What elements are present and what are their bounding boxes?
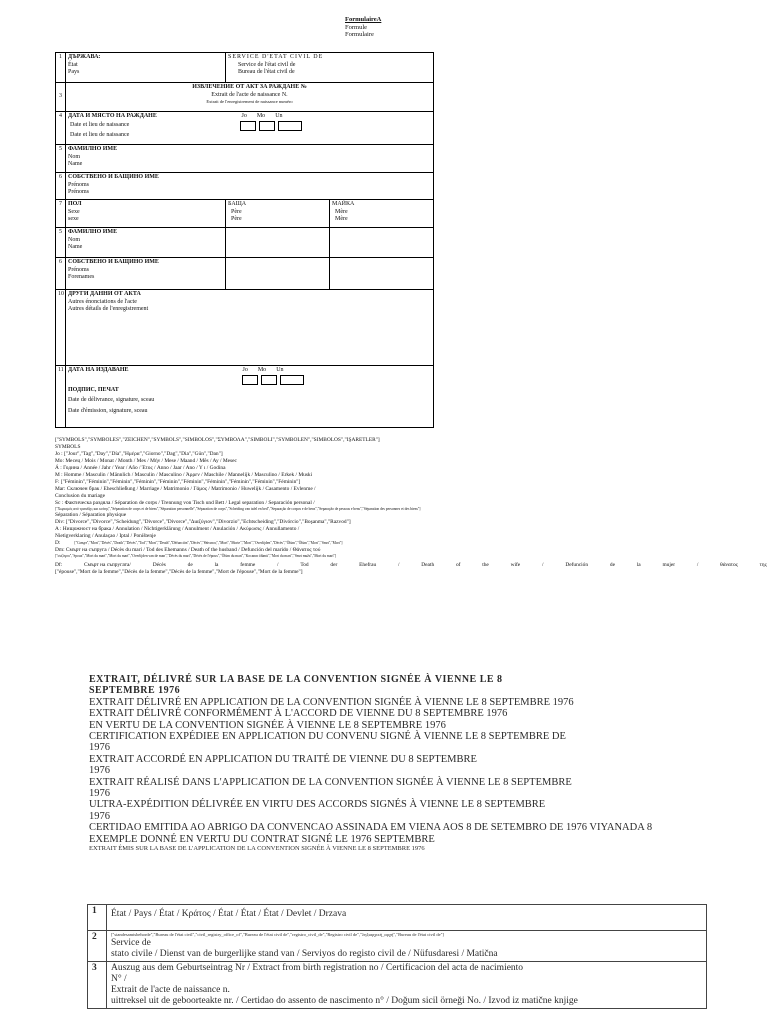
parent-forenames-label-fr: Prénoms — [68, 266, 89, 273]
other-data-label-bg: ДРУГИ ДАННИ ОТ АКТА — [68, 291, 141, 297]
bottom-service-field[interactable] — [107, 931, 707, 962]
row-number: 10 — [56, 290, 66, 366]
state-label-bg: ДЪРЖАВА: — [68, 54, 101, 60]
row-number: 5 — [56, 145, 66, 173]
civil-service-title: SERVICE D'ETAT CIVIL DE — [228, 54, 324, 60]
extract-line: Auszug aus dem Geburtseintrag Nr / Extract from birth registration no / Certificacion del acta de nacimiento — [111, 963, 524, 973]
forenames-label-fr: Prénoms — [68, 181, 89, 188]
symbols-legend — [55, 437, 767, 576]
extract-title-bg: ИЗВЛЕЧЕНИЕ ОТ АКТ ЗА РАЖДАНЕ № — [192, 84, 307, 90]
civil-service-fr: Service de l'état civil de — [238, 61, 296, 68]
symbols-title: SYMBOLS — [55, 444, 81, 450]
row-number: 4 — [56, 112, 66, 145]
symbol-marriage: Mar: Сключен брак / Eheschließung / Marriage / Matrimonio / Γάμος / Matrimonio / Huwelijk / Casamento / Evlenme / — [55, 486, 316, 492]
state-label-en: Pays — [68, 69, 80, 75]
surname-label-bg: ФАМИЛНО ИМЕ — [68, 146, 118, 152]
bottom-row-state — [88, 905, 707, 931]
extract-variant: CERTIFICATION EXPÉDIEE EN APPLICATION DU CONVENU SIGNÉ À VIENNE LE 8 SEPTEMBRE DE — [89, 731, 566, 743]
symbol-year: Á : Година / Année / Jahr / Year / Año / Έτος / Anno / Jaar / Ano / Y ı / Godina — [55, 465, 226, 471]
form-title: FormulaireA — [345, 16, 382, 23]
surname-field[interactable] — [66, 145, 434, 173]
sex-label-fr: Sexe — [68, 208, 80, 215]
other-data-label-en: Autres détails de l'enregistrement — [68, 306, 149, 312]
symbol-day: Jo : ["Jour","Tag","Day","Día","Ημέρα","Giorno","Dag","Dia","Gün","Dan"] — [55, 451, 223, 457]
issue-year-box[interactable] — [280, 375, 304, 385]
translated-form-table — [87, 904, 707, 1009]
service-variants: ["standesamtsbehorde","Bureau de l'état civil","civil_registry_office_of","Bureau de l'état civil de","registro_civil_de","Registro civil de","ληξιαρχική_αρχή","Bureau de l'état civil de"] — [111, 932, 444, 937]
form-header — [345, 16, 381, 39]
issue-day-box[interactable] — [242, 375, 258, 385]
symbol-separation-list: ["Χωρισμός από τραπέζης και κοίτης","Séparation de corps et de biens","Séparation personnelle","Séparation de corps","Scheiding van tafel en bed","Separação de corpos e de bens","Separação de pessoas e bens","Séparation des personnes et des biens"] — [55, 507, 421, 511]
form-row-other-data — [56, 290, 434, 366]
day-label: Jo — [242, 367, 248, 373]
symbol-husband-death: Dm: Смърт на съпруга / Décès du mari / Tod des Ehemanns / Death of the husband / Defunción del marido / Θάνατος τού — [55, 546, 321, 553]
issue-month-box[interactable] — [261, 375, 277, 385]
row-number: 2 — [88, 931, 107, 962]
parent-surname-label-cell — [66, 228, 226, 258]
issue-date-label-bg: ДАТА НА ИЗДАВАНЕ — [68, 367, 129, 373]
row-number: 6 — [56, 258, 66, 290]
extract-line-4: uittreksel uit de geboorteakte nr. / Certidao do assento de nascimento n° / Doğum sicil örneği No. / Izvod iz matične knjige — [111, 996, 578, 1006]
extract-variant: EN VERTU DE LA CONVENTION SIGNÉE À VIENNE LE 8 SEPTEMBRE 1976 — [89, 719, 446, 731]
symbol-wife-death-list: ["épouse","Mort de la femme","Décès de la femme","Décès de la femme","Mort de l'épouse","Mort de la femme"] — [55, 569, 303, 575]
extract-line-3: Extrait de l'acte de naissance n. — [111, 985, 230, 995]
bottom-row-service — [88, 931, 707, 962]
other-data-field[interactable] — [66, 290, 434, 366]
row-number: 7 — [56, 200, 66, 228]
forenames-field[interactable] — [66, 173, 434, 200]
signature-label-bg: ПОДПИС, ПЕЧАТ — [68, 386, 119, 393]
convention-extract-block — [89, 674, 689, 853]
parent-forenames-label-bg: СОБСТВЕНО И БАЩИНО ИМЕ — [68, 259, 159, 265]
extract-heading: EXTRAIT, DÉLIVRÉ SUR LA BASE DE LA CONVENTION SIGNÉE À VIENNE LE 8 — [89, 674, 503, 685]
parent-forenames-label-cell — [66, 258, 226, 290]
civil-service-fr-2: Bureau de l'état civil de — [238, 69, 295, 75]
state-label-fr: État — [68, 61, 78, 68]
year-label: Un — [275, 113, 283, 119]
symbols-list: ["SYMBOLS","SYMBOLES","ZEICHEN","SYMBOLS","SIMBOLOS","ΣΥΜΒΟΛΑ","SIMBOLI","SYMBOLEN","SIMBOLOS","IŞARETLER"] — [55, 437, 380, 443]
father-surname-field[interactable] — [226, 228, 330, 258]
form-row-issue-date — [56, 366, 434, 428]
symbol-divorce: Div: ["Divorce","Divorce","Scheidung","Divorce","Divorce","Διαζύγιον","Divorzio","Echtscheiding","Divórcio","Boşanma","Razvod"] — [55, 518, 351, 525]
symbol-month: Mo: Месец / Mois / Monat / Month / Mes / Μήν / Mese / Maand / Mês / Ay / Mesec — [55, 458, 237, 464]
state-field[interactable] — [66, 53, 226, 83]
extract-variant: 1976 — [89, 788, 110, 800]
issue-date-label-cell — [66, 366, 226, 428]
sex-label-en: sexe — [68, 216, 79, 222]
extract-variant: 1976 — [89, 742, 110, 754]
sex-label-bg: ПОЛ — [68, 201, 82, 207]
sex-field[interactable] — [66, 200, 226, 228]
form-row-birth-date — [56, 112, 434, 145]
extract-title-small: Extrait de l'enregistrement de naissance numéro — [206, 99, 293, 104]
issue-date-entry — [226, 366, 434, 428]
extract-variant-small: EXTRAIT ÉMIS SUR LA BASE DE L'APPLICATION DE LA CONVENTION SIGNÉE À VIENNE LE 8 SEPTEMBRE 1976 — [89, 845, 425, 853]
surname-label-en: Name — [68, 161, 83, 167]
extract-variant: EXTRAIT RÉALISÉ DANS L'APPLICATION DE LA CONVENTION SIGNÉE À VIENNE LE 8 SEPTEMBRE — [89, 776, 572, 788]
symbol-female: F: ["Féminin","Féminin","Féminin","Féminin","Féminin","Féminin","Féminin","Féminin","Féminin","Féminin"] — [55, 479, 301, 485]
row-number: 3 — [56, 83, 66, 112]
mother-field[interactable] — [330, 200, 434, 228]
extract-variant: 1976 — [89, 765, 110, 777]
bottom-state-field[interactable]: État / Pays / État / Κράτος / État / État / État / Devlet / Drzava — [107, 905, 707, 931]
mother-title: МАЙКА — [332, 201, 355, 207]
extract-line-2: N° / — [111, 974, 127, 984]
extract-variant: EXTRAIT DÉLIVRÉ EN APPLICATION DE LA CONVENTION SIGNÉE À VIENNE LE 8 SEPTEMBRE 1976 — [89, 696, 574, 708]
symbol-annulment: A : Нищожност на брака / Annulation / Nichtigerklärung / Annulment / Anulación / Ακύρωσις / Annullamento / — [55, 525, 300, 532]
form-row-state — [56, 53, 434, 83]
symbol-death: D: — [55, 539, 61, 546]
extract-variant: ULTRA-EXPÉDITION DÉLIVRÉE EN VIRTU DES ACCORDS SIGNÉS À VIENNE LE 8 SEPTEMBRE — [89, 799, 546, 811]
civil-service-field[interactable] — [226, 53, 434, 83]
symbol-wife-death: Df: Смърт на съпругата/ Décès de la femme / Tod der Ehefrau / Death of the wife / Defunción de la mujer / θάνατος της — [55, 562, 767, 568]
birth-date-label-cell — [66, 112, 226, 145]
service-line: Service de — [111, 938, 151, 948]
form-subtitle: Formule — [345, 23, 368, 31]
day-label: Jo — [241, 113, 247, 119]
extract-variant: 1976 — [89, 810, 110, 822]
signature-label-fr-2: Date d'émission, signature, sceau — [68, 407, 148, 414]
symbol-husband-death-list: ["συζύγου","époux","Mort du mari","Mort du mari","Overlijden van de man","Décès du mari","Décès de l'époux","Ölüm du mari","Kocanın ölümü","Mort du mari","Smrt muža","Mort du mari"] — [55, 553, 337, 558]
row-number: 5 — [56, 228, 66, 258]
form-row-sex-parents — [56, 200, 434, 228]
extract-variant: EXTRAIT DÉLIVRÉ CONFORMÉMENT À L'ACCORD DE VIENNE DU 8 SEPTEMBRE 1976 — [89, 708, 508, 720]
form-row-extract-number — [56, 83, 434, 112]
year-label: Un — [276, 367, 284, 373]
symbol-death-list: ["Смърт","Mort","Décès","Death","Décès","Tod","Mort","Death","Défunción","Décès","Θάνατος","Mort","Morte","Mort","Overlijden","Décès","Ölüm","Ölüm","Mort","Smrt","Mort"] — [74, 540, 343, 545]
extract-variant: EXTRAIT ACCORDÉ EN APPLICATION DU TRAITÉ DE VIENNE DU 8 SEPTEMBRE — [89, 753, 477, 765]
extract-heading-2: SEPTEMBRE 1976 — [89, 685, 181, 697]
birth-date-entry — [226, 112, 434, 145]
row-number: 6 — [56, 173, 66, 200]
symbol-marriage-2: Conclusion du mariage — [55, 493, 106, 499]
symbol-separation: Sc : Фактическа раздяла / Séparation de corps / Trennung von Tisch und Bett / Legal separation / Separación personal / — [55, 500, 315, 506]
forenames-label-bg: СОБСТВЕНО И БАЩИНО ИМЕ — [68, 174, 159, 180]
symbol-male: M : Homme / Masculin / Männlich / Masculin / Masculino / Άρρεν / Maschile / Mannelijk / Masculino / Erkek / Muski — [55, 472, 313, 478]
surname-label-fr: Nom — [68, 153, 80, 160]
service-line-2: stato civile / Dienst van de burgerlijke stand van / Serviyos do registo civil de / Nüfusdaresi / Matična — [111, 949, 498, 959]
father-label-fr-2: Père — [231, 216, 242, 222]
bottom-row-extract — [88, 962, 707, 1009]
form-row-parent-forenames — [56, 258, 434, 290]
symbol-separation-2: Séparation / Séparation physique — [55, 511, 127, 518]
parent-forenames-label-en: Forenames — [68, 274, 95, 280]
birth-date-label-fr-2: Date et lieu de naissance — [70, 132, 130, 138]
month-label: Mo — [257, 367, 267, 373]
parent-surname-label-fr: Nom — [68, 236, 80, 243]
mother-forenames-field[interactable] — [330, 258, 434, 290]
mother-label-fr-2: Mère — [335, 216, 348, 222]
birth-extract-form — [55, 52, 434, 428]
row-number: 1 — [56, 53, 66, 83]
bottom-extract-field[interactable] — [107, 962, 707, 1009]
mother-label-fr: Mère — [335, 208, 348, 215]
form-row-parent-surname — [56, 228, 434, 258]
birth-date-label-bg: ДАТА И МЯСТО НА РАЖДАНЕ — [68, 113, 157, 119]
birth-date-label-fr: Date et lieu de naissance — [70, 121, 130, 128]
row-number: 11 — [56, 366, 66, 428]
father-forenames-field[interactable] — [226, 258, 330, 290]
other-data-label-fr: Autres énonciations de l'acte — [68, 298, 137, 305]
extract-number-field[interactable] — [66, 83, 434, 112]
mother-surname-field[interactable] — [330, 228, 434, 258]
extract-variant: EXEMPLE DONNÉ EN VERTU DU CONTRAT SIGNÉ LE 1976 SEPTEMBRE — [89, 833, 435, 845]
father-title: БАЩА — [228, 201, 247, 207]
year-box[interactable] — [278, 121, 302, 131]
father-field[interactable] — [226, 200, 330, 228]
extract-variant: CERTIDAO EMITIDA AO ABRIGO DA CONVENCAO ASSINADA EM VIENA AOS 8 DE SETEMBRO DE 1976 VIYANADA 8 — [89, 822, 653, 834]
parent-surname-label-bg: ФАМИЛНО ИМЕ — [68, 229, 118, 235]
form-row-forenames — [56, 173, 434, 200]
forenames-label-en: Prénoms — [68, 189, 89, 195]
row-number: 3 — [88, 962, 107, 1009]
month-label: Mo — [256, 113, 266, 119]
row-number: 1 — [88, 905, 107, 931]
month-box[interactable] — [259, 121, 275, 131]
form-subtitle-2: Formulaire — [345, 31, 374, 38]
form-row-surname — [56, 145, 434, 173]
parent-surname-label-en: Name — [68, 244, 83, 250]
day-box[interactable] — [240, 121, 256, 131]
signature-label-fr: Date de délivrance, signature, sceau — [68, 397, 155, 403]
father-label-fr: Père — [231, 208, 242, 215]
extract-title-fr: Extrait de l'acte de naissance N. — [211, 91, 288, 98]
symbol-annulment-2: Nietigverklaring / Anulaçao / Iptal / Poništenje — [55, 532, 156, 539]
